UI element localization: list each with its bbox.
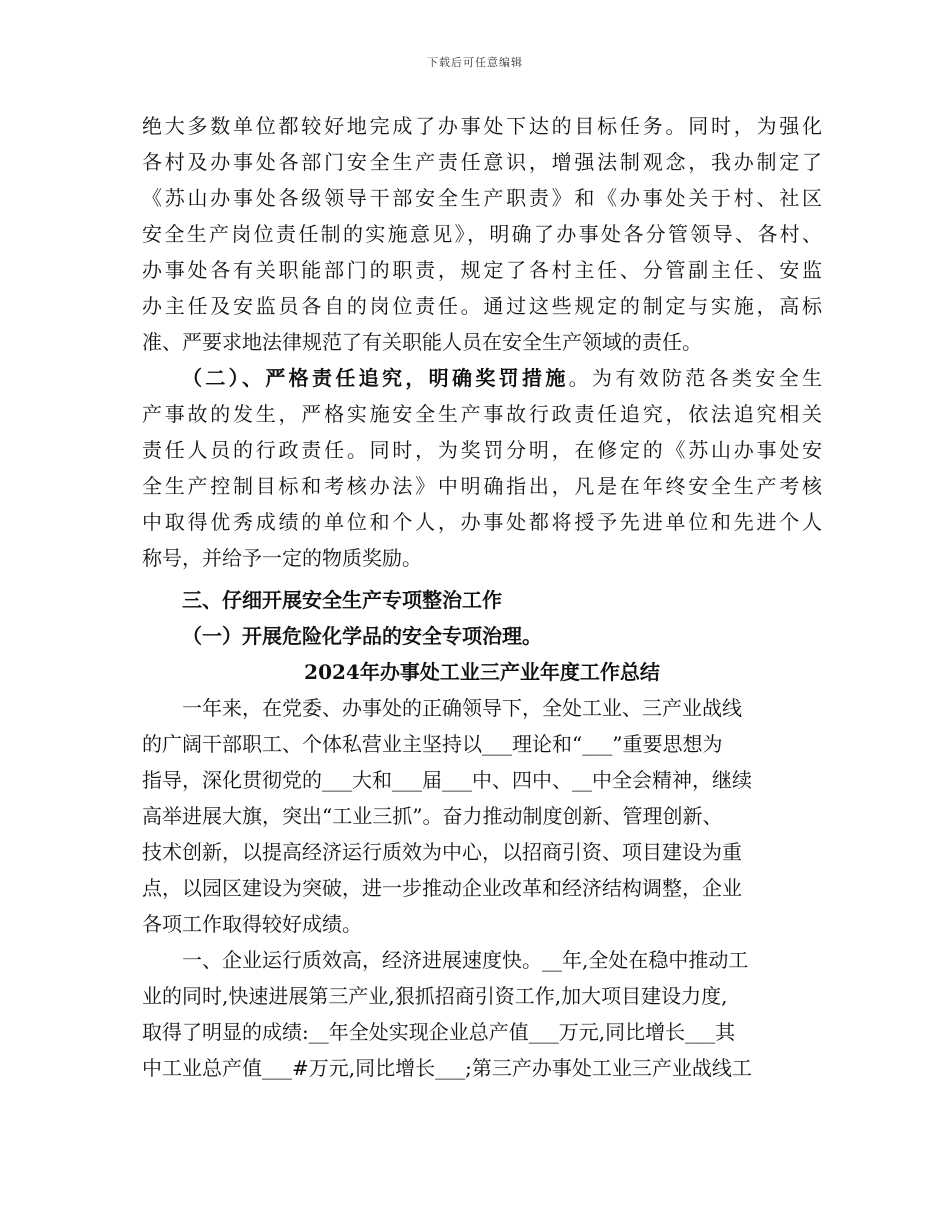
report-paragraph-1 xyxy=(142,690,822,942)
text-line: 全生产控制目标和考核办法》中明确指出，凡是在年终安全生产考核 xyxy=(142,474,822,498)
section-a xyxy=(142,108,822,360)
report-title: 2024年办事处工业三产业年度工作总结 xyxy=(304,660,660,684)
section-b-first-line-rest: 。为有效防范各类安全生 xyxy=(568,366,823,390)
heading-three: 三、仔细开展安全生产专项整治工作 xyxy=(182,588,502,612)
text-line: 各村及办事处各部门安全生产责任意识，增强法制观念，我办制定了 xyxy=(142,150,822,174)
text-line: 高举进展大旗，突出“工业三抓”。奋力推动制度创新、管理创新、 xyxy=(142,804,723,828)
text-line: 准、严要求地法律规范了有关职能人员在安全生产领域的责任。 xyxy=(142,330,702,354)
text-line: 点，以园区建设为突破，进一步推动企业改革和经济结构调整，企业 xyxy=(142,876,742,900)
text-line: 办事处各有关职能部门的职责，规定了各村主任、分管副主任、安监 xyxy=(142,258,822,282)
text-line: 中取得优秀成绩的单位和个人，办事处都将授予先进单位和先进个人 xyxy=(142,510,822,534)
page-header: 下载后可任意编辑 xyxy=(427,56,523,69)
text-line: 产事故的发生，严格实施安全生产事故行政责任追究，依法追究相关 xyxy=(142,402,822,426)
text-line: 中工业总产值___#万元,同比增长___;第三产办事处工业三产业战线工 xyxy=(142,1056,752,1080)
heading-three-sub: （一）开展危险化学品的安全专项治理。 xyxy=(182,624,542,648)
text-line: 绝大多数单位都较好地完成了办事处下达的目标任务。同时，为强化 xyxy=(142,114,822,138)
text-line: 一、企业运行质效高，经济进展速度快。__年,全处在稳中推动工 xyxy=(182,948,749,972)
text-line: 各项工作取得较好成绩。 xyxy=(142,912,362,936)
text-line: 称号，并给予一定的物质奖励。 xyxy=(142,546,422,570)
text-line: 安全生产岗位责任制的实施意见》，明确了办事处各分管领导、各村、 xyxy=(142,222,822,246)
section-b-heading: （二）、严格责任追究，明确奖罚措施 xyxy=(182,366,569,390)
report-paragraph-2 xyxy=(142,942,822,1086)
text-line: 责任人员的行政责任。同时，为奖罚分明，在修定的《苏山办事处安 xyxy=(142,438,822,462)
document-body xyxy=(142,108,822,1086)
text-line: 办主任及安监员各自的岗位责任。通过这些规定的制定与实施，高标 xyxy=(142,294,822,318)
text-line: 一年来，在党委、办事处的正确领导下，全处工业、三产业战线 xyxy=(182,696,742,720)
text-line: 技术创新，以提高经济运行质效为中心，以招商引资、项目建设为重 xyxy=(142,840,742,864)
section-b xyxy=(142,360,822,576)
text-line: 业的同时,快速进展第三产业,狠抓招商引资工作,加大项目建设力度, xyxy=(142,984,728,1008)
text-line: 的广阔干部职工、个体私营业主坚持以___理论和“___”重要思想为 xyxy=(142,732,723,756)
text-line: 指导，深化贯彻党的___大和___届___中、四中、__中全会精神，继续 xyxy=(142,768,752,792)
text-line: 《苏山办事处各级领导干部安全生产职责》和《办事处关于村、社区 xyxy=(142,186,822,210)
text-line: 取得了明显的成绩:__年全处实现企业总产值___万元,同比增长___其 xyxy=(142,1020,736,1044)
section-b-first-line xyxy=(142,360,822,396)
